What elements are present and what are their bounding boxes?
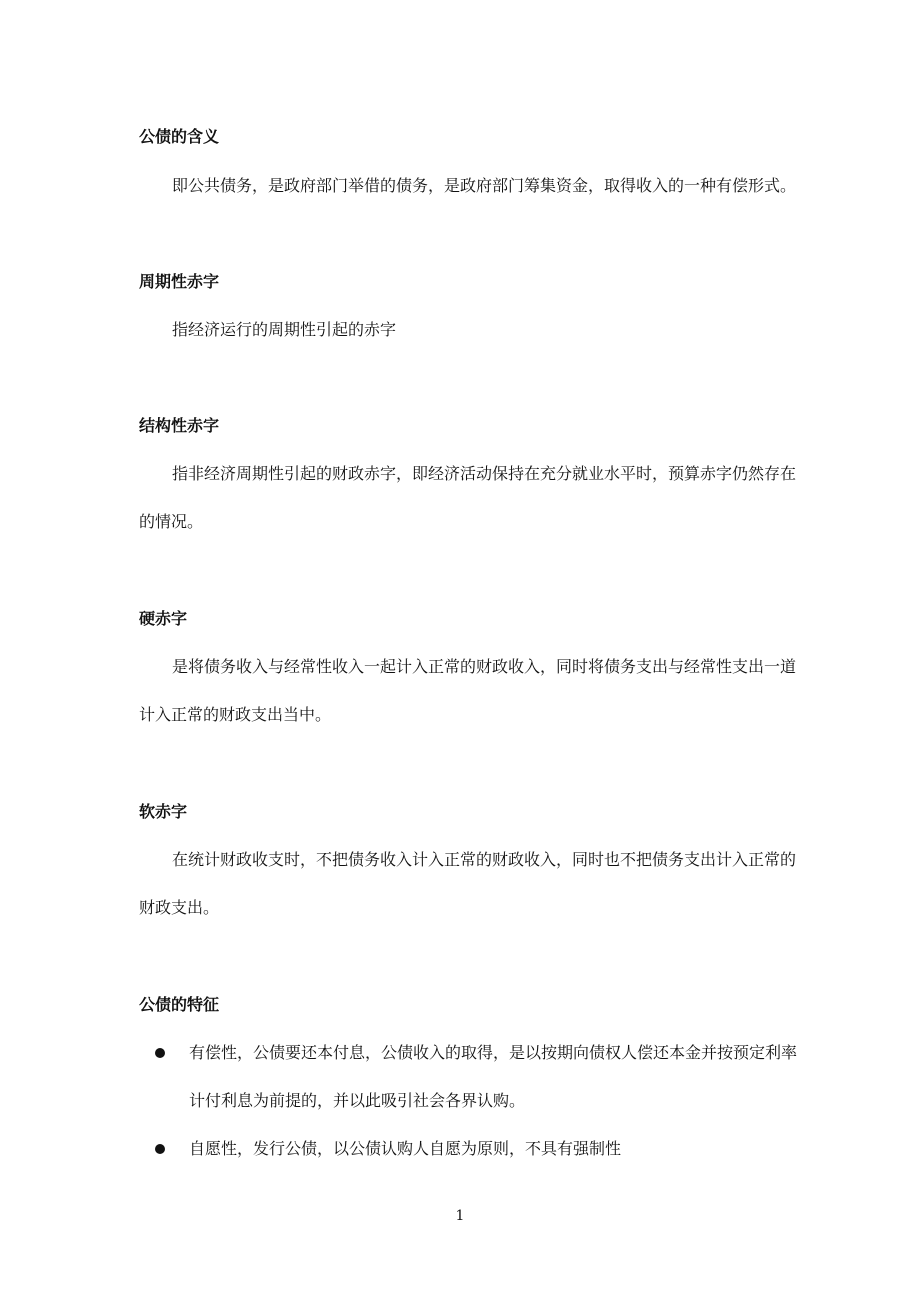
heading-structural-deficit: 结构性赤字 bbox=[139, 416, 220, 435]
paragraph-public-debt-meaning: 即公共债务，是政府部门举借的债务，是政府部门筹集资金，取得收入的一种有偿形式。 bbox=[172, 176, 797, 195]
bullet-dot-icon bbox=[155, 1048, 165, 1058]
paragraph-hard-deficit: 是将债务收入与经常性收入一起计入正常的财政收入，同时将债务支出与经常性支出一道计入正常的财政支出当中。 bbox=[139, 657, 797, 724]
heading-soft-deficit: 软赤字 bbox=[139, 802, 188, 821]
list-item bbox=[155, 1029, 805, 1125]
page-number: 1 bbox=[455, 1208, 465, 1224]
bullet-text: 有偿性，公债要还本付息，公债收入的取得，是以按期向债权人偿还本金并按预定利率计付利息为前提的，并以此吸引社会各界认购。 bbox=[189, 1043, 798, 1110]
bullet-text: 自愿性，发行公债，以公债认购人自愿为原则，不具有强制性 bbox=[189, 1139, 622, 1158]
list-item bbox=[155, 1125, 805, 1173]
paragraph-cyclical-deficit: 指经济运行的周期性引起的赤字 bbox=[172, 320, 397, 339]
heading-hard-deficit: 硬赤字 bbox=[139, 609, 188, 628]
paragraph-structural-deficit: 指非经济周期性引起的财政赤字，即经济活动保持在充分就业水平时，预算赤字仍然存在的情况。 bbox=[139, 464, 797, 531]
heading-cyclical-deficit: 周期性赤字 bbox=[139, 272, 220, 291]
heading-public-debt-features: 公债的特征 bbox=[139, 995, 220, 1014]
heading-public-debt-meaning: 公债的含义 bbox=[139, 127, 220, 146]
paragraph-soft-deficit: 在统计财政收支时，不把债务收入计入正常的财政收入，同时也不把债务支出计入正常的财政支出。 bbox=[139, 850, 797, 917]
bullet-dot-icon bbox=[155, 1144, 165, 1154]
